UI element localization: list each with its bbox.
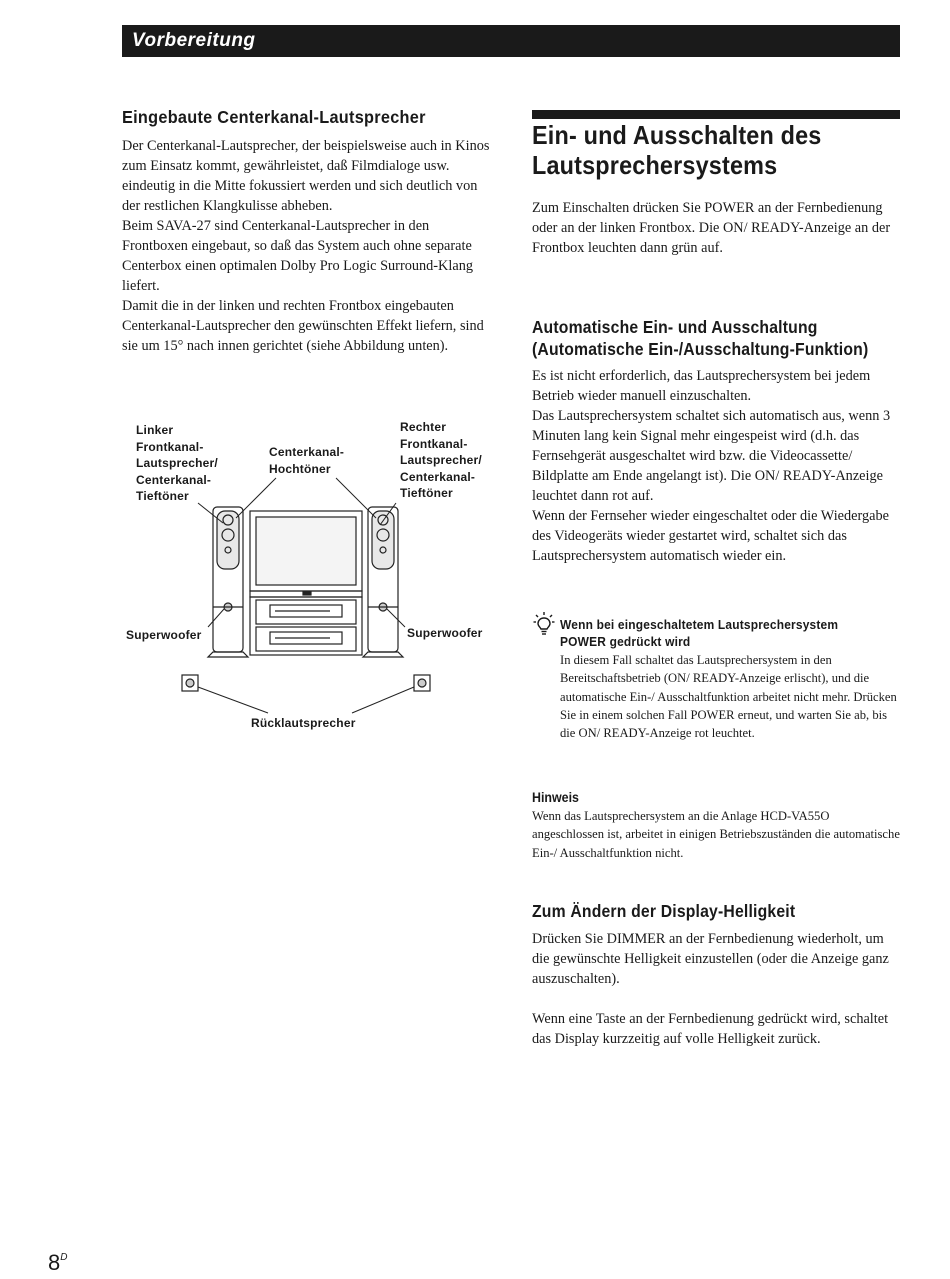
heading-rule <box>532 110 900 119</box>
auto-heading: Automatische Ein- und Ausschaltung (Automatische Ein-/Ausschaltung-Funktion) <box>532 317 869 359</box>
display-heading: Zum Ändern der Display-Helligkeit <box>532 901 796 921</box>
lightbulb-icon <box>533 611 555 637</box>
page-suffix: D <box>60 1252 68 1263</box>
main-heading: Ein- und Ausschalten des Lautsprechersystems <box>532 120 822 180</box>
auto-paragraph-1: Es ist nicht erforderlich, das Lautsprechersystem bei jedem Betrieb wieder manuell einzuschalten. <box>532 368 871 404</box>
label-superwoofer-left: Superwoofer <box>126 628 202 642</box>
auto-paragraph-2: Das Lautsprechersystem schaltet sich automatisch aus, wenn 3 Minuten lang kein Signal mehr eingespeist wird (d.h. das Fernsehgerät ausgeschaltet wird bzw. die Videocassette/ Bildplatte am Ende angelangt ist). Die ON/ READY-Anzeige leuchtet dann rot auf. <box>532 408 891 504</box>
tip-body: In diesem Fall schaltet das Lautsprechersystem in den Bereitschaftsbetrieb (ON/ READY-Anzeige erlischt), und die automatische Ein-/ Ausschaltfunktion arbeitet nicht mehr. Drücken Sie in einem solchen Fall POWER erneut, und warten Sie ab, bis die ON/ READY-Anzeige rot leuchtet. <box>560 653 897 741</box>
right-front-speaker-icon <box>363 507 403 657</box>
speaker-layout-diagram <box>120 415 500 740</box>
left-paragraph-3: Damit die in der linken und rechten Frontbox eingebauten Centerkanal-Lautsprecher den gewünschten Effekt liefern, sind sie um 15° nach innen gerichtet (siehe Abbildung unten). <box>122 298 484 354</box>
note-title: Hinweis <box>532 790 579 805</box>
label-superwoofer-right: Superwoofer <box>407 626 483 640</box>
left-front-speaker-icon <box>208 507 248 657</box>
television-icon <box>250 511 362 655</box>
label-rear-speakers: Rücklautsprecher <box>251 716 356 730</box>
display-paragraph-2: Wenn eine Taste an der Fernbedienung gedrückt wird, schaltet das Display kurzzeitig auf volle Helligkeit zurück. <box>532 1011 889 1047</box>
page-number: $8^D$ <box>48 1250 68 1275</box>
left-heading: Eingebaute Centerkanal-Lautsprecher <box>122 107 426 127</box>
tip-title: Wenn bei eingeschaltetem Lautsprechersystem POWER gedrückt wird <box>560 617 839 649</box>
left-paragraph-1: Der Centerkanal-Lautsprecher, der beispielsweise auch in Kinos zum Einsatz kommt, gewährleistet, daß Filmdialoge usw. eindeutig in die Mitte fokussiert werden und sich deutlich von der restlichen Klangkulisse abheben. <box>122 138 490 214</box>
note-body: Wenn das Lautsprechersystem an die Anlage HCD-VA55O angeschlossen ist, arbeitet in einigen Betriebszuständen die automatische Ein-/ Ausschaltfunktion nicht. <box>532 809 900 860</box>
power-intro: Zum Einschalten drücken Sie POWER an der Fernbedienung oder an der linken Frontbox. Die ON/ READY-Anzeige an der Frontbox leuchten dann grün auf. <box>532 200 891 256</box>
left-paragraph-2: Beim SAVA-27 sind Centerkanal-Lautsprecher in den Frontboxen eingebaut, so daß das System auch ohne separate Centerbox einen optimalen Dolby Pro Logic Surround-Klang liefert. <box>122 218 473 294</box>
display-paragraph-1: Drücken Sie DIMMER an der Fernbedienung wiederholt, um die gewünschte Helligkeit einzustellen (oder die Anzeige ganz auszuschalten). <box>532 931 889 987</box>
section-header-bar <box>122 25 900 57</box>
section-title: Vorbereitung <box>132 30 256 51</box>
rear-right-speaker-icon <box>414 675 430 691</box>
rear-left-speaker-icon <box>182 675 198 691</box>
label-left-front-speaker: Linker Frontkanal- Lautsprecher/ Centerkanal- Tieftöner <box>136 423 218 503</box>
auto-paragraph-3: Wenn der Fernseher wieder eingeschaltet oder die Wiedergabe des Videogeräts wieder gestartet wird, schaltet sich das Lautsprechersystem automatisch wieder ein. <box>532 508 889 564</box>
left-body <box>122 136 494 356</box>
auto-body <box>532 366 902 566</box>
label-right-front-speaker: Rechter Frontkanal- Lautsprecher/ Centerkanal- Tieftöner <box>400 420 482 500</box>
label-center-tweeter: Centerkanal- Hochtöner <box>269 445 345 476</box>
